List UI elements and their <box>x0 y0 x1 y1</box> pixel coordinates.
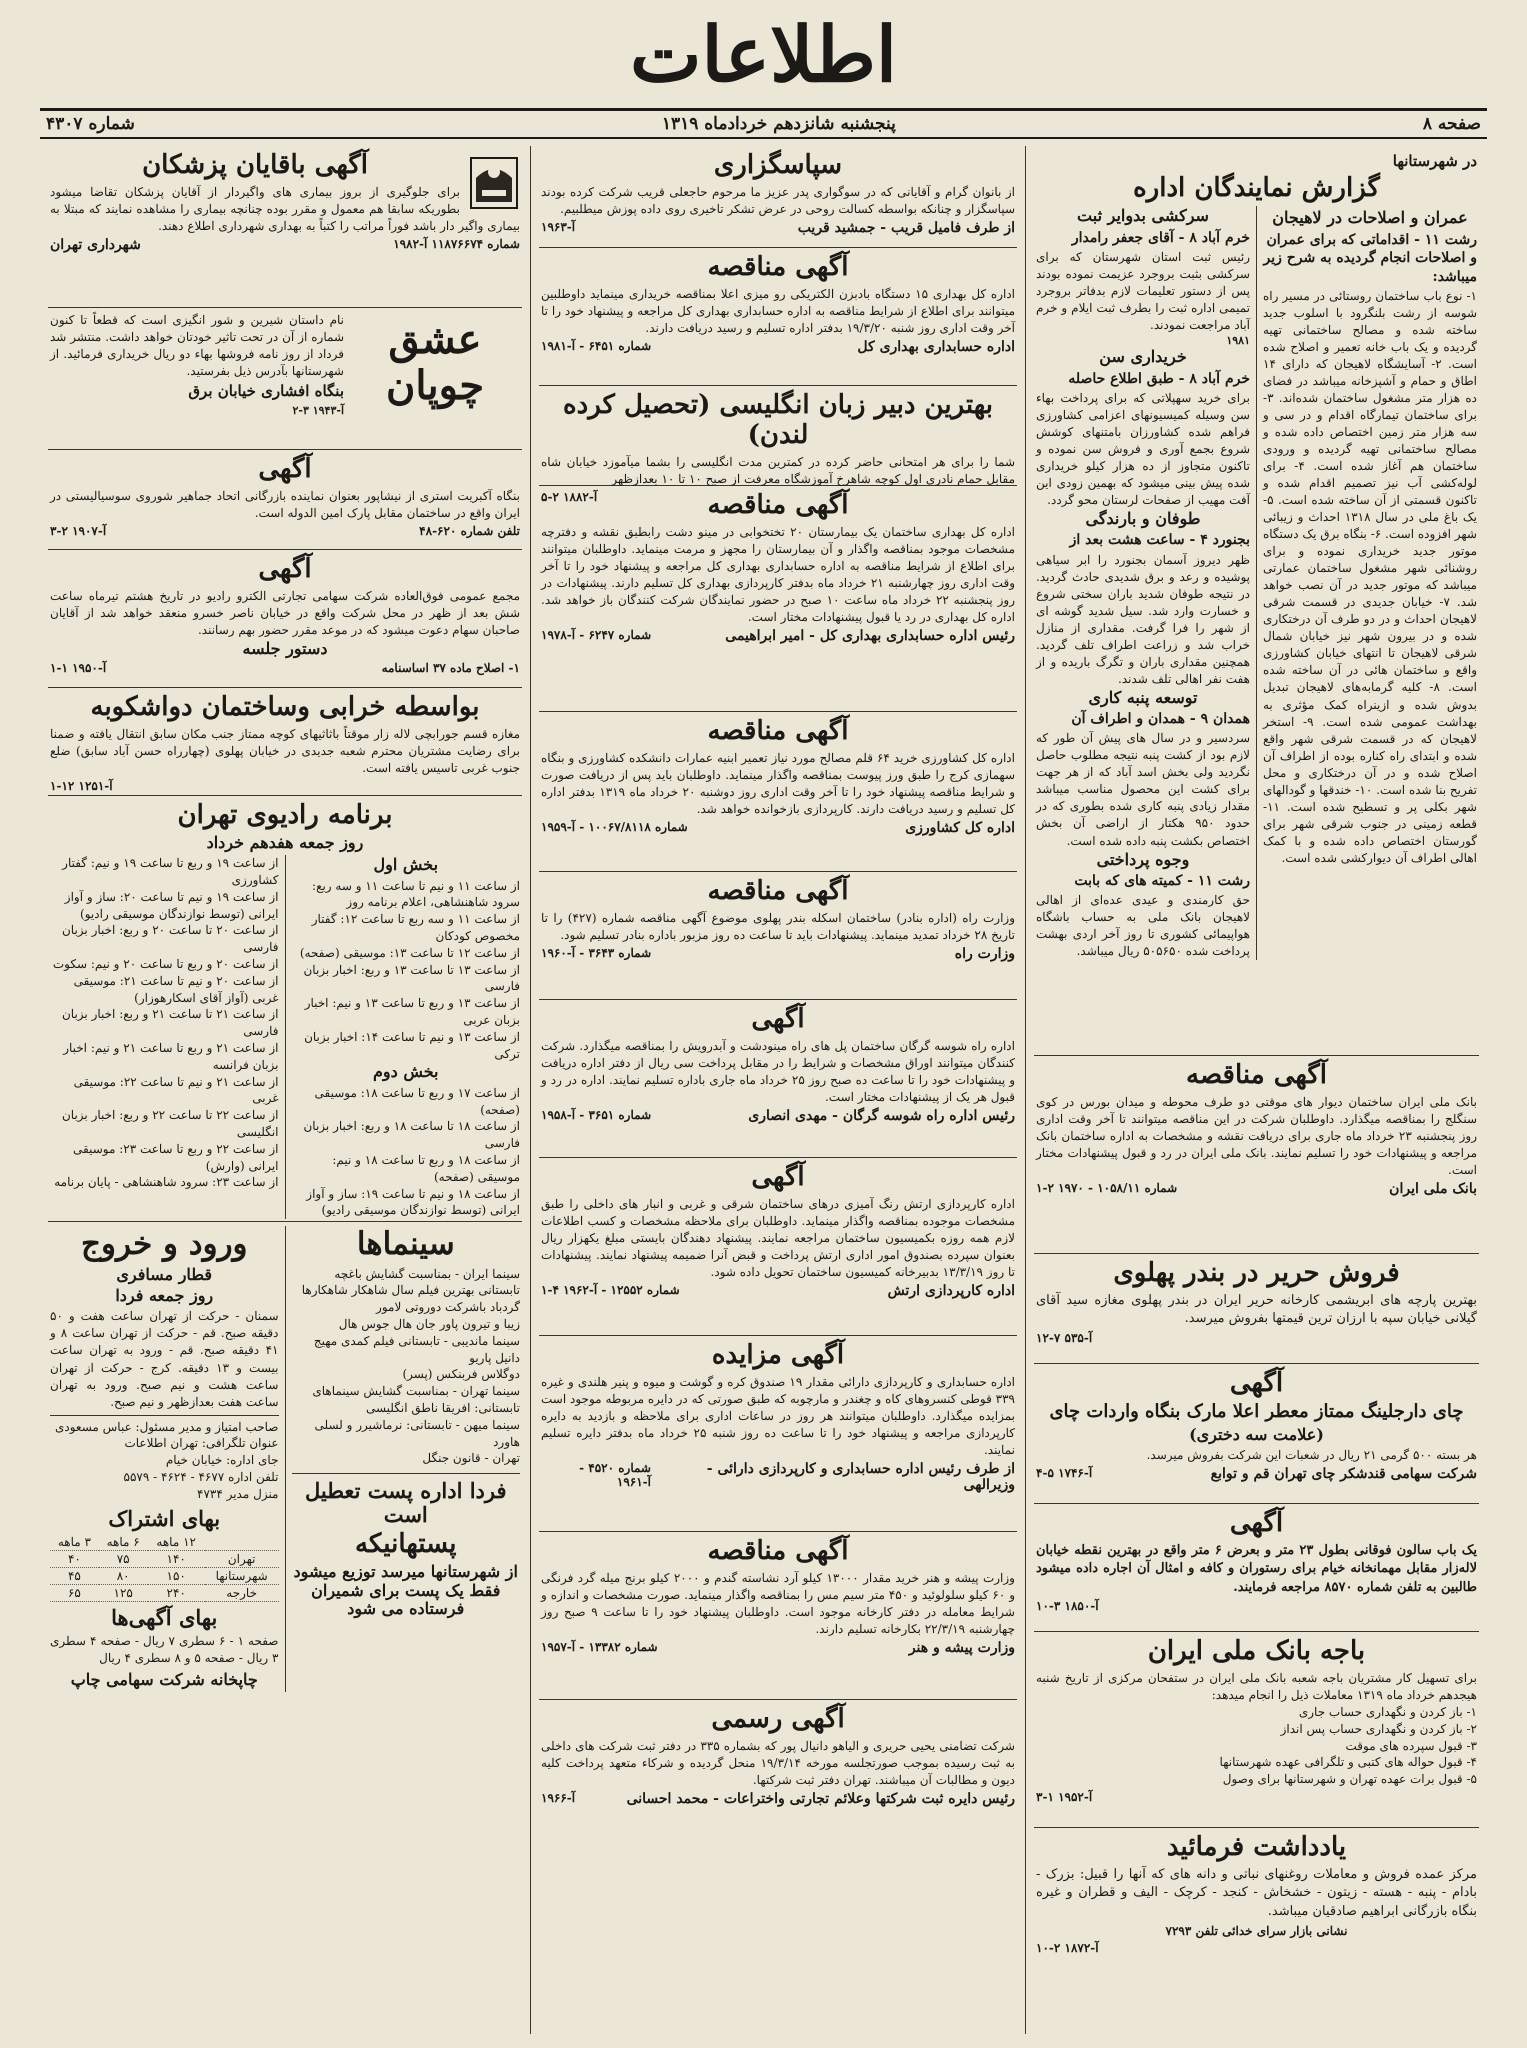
radio-item: از ساعت ۱۳ و ربع تا ساعت ۱۳ و نیم: اخبار بزبان عربی <box>304 996 520 1028</box>
cinema-item: سینما تهران - بمناسبت گشایش سینماهای تابستانی: افریقا ناطق انگلیسی <box>312 1384 520 1416</box>
shepherd-title-box <box>350 312 520 417</box>
shop-ad <box>48 688 522 796</box>
radio-item: از ساعت ۲۰ و نیم تا ساعت ۲۱: موسیقی غربی (آواز آقای اسکارهوزار) <box>73 973 279 1005</box>
imprint <box>50 1415 279 1503</box>
cinema-title: سینماها <box>356 1226 455 1262</box>
issue-number: شماره ۴۳۰۷ <box>46 114 135 134</box>
tender-crafts-body: وزارت پیشه و هنر خرید مقدار ۱۳۰۰۰ کیلو آرد نشاسته گندم و ۲۰۰۰ کیلو برنج میله گرد فرنگی و ۶۰ کیلو سلولوئید و ۴۵۰ متر سیم مس را بمناقصه واگذار مینماید. صورت مشخصات و اندازه و شرایط معامله در دفتر کارخانه موجود است. داوطلبان پیشنهاد خود را تا ساعت ۹ صبح روز چهارشنبه ۲۲/۳/۱۹ بکارخانه تسلیم دارند. <box>541 1570 1015 1636</box>
official-title: آگهی رسمی <box>711 1704 845 1734</box>
radio-item: از ساعت ۱۸ و ربع تا ساعت ۱۸ و نیم: موسیقی (صفحه) <box>332 1153 520 1184</box>
report-title: گزارش نمایندگان اداره <box>1133 172 1380 203</box>
registry-code: ۱۹۸۱ <box>1226 334 1250 348</box>
report-main <box>1263 206 1477 960</box>
bank-branch-ad <box>1034 1632 1479 1828</box>
tea-signer: شرکت سهامی قندشکر چای تهران قم و توابع <box>1210 1466 1477 1482</box>
cinema-item: سینما میهن - تابستانی: نرماشیرر و لسلی هاورد <box>314 1417 520 1449</box>
table-row <box>50 1567 279 1584</box>
tea-mark: (علامت سه دختری) <box>1189 1424 1324 1444</box>
registry-sub: خرم آباد ۸ - آقای جعفر رامدار <box>1071 229 1250 246</box>
printer-name: چاپخانه شرکت سهامی چاپ <box>70 1669 258 1689</box>
radio-subtitle: روز جمعه هفدهم خرداد <box>206 832 364 852</box>
tender-crafts-code: شماره ۱۳۳۸۲ - آ-۱۹۵۷ <box>541 1640 658 1655</box>
meeting-code: آ-۱۹۵۰ ۱-۱ <box>50 661 107 676</box>
tender-port-code: شماره ۳۶۴۳ - آ-۱۹۶۰ <box>541 945 652 960</box>
table-row <box>50 1534 279 1551</box>
tender-hospital-signer: رئیس اداره حسابداری بهداری کل - امیر ابراهیمی <box>725 628 1015 645</box>
table-cell: شهرستانها <box>205 1567 279 1584</box>
shop-title: بواسطه خرابی وساختمان دواشکوبه <box>90 692 480 722</box>
newspaper-title: اطلاعات <box>630 9 898 99</box>
meeting-body: مجمع عمومی فوق‌العاده شرکت سهامی تجارتی الکترو رادیو در تاریخ هشتم تیرماه ساعت شش بعد از ظهر در محل شرکت واقع در خیابان ناصر خسرو منعقد خواهد شد از آقایان صاحبان سهام دعوت میشود که در موعد مقرر حضور بهم رسانند. <box>50 588 520 637</box>
tender-fans-code: شماره ۶۴۵۱ - آ-۱۹۸۱ <box>541 338 652 353</box>
tender-agriculture-signer: اداره کل کشاورزی <box>905 820 1015 837</box>
meeting-clause: ۱- اصلاح ماده ۳۷ اساسنامه <box>381 661 520 676</box>
road-title: آگهی <box>751 1004 805 1034</box>
road-signer: رئیس اداره راه شوسه گرگان - مهدی انصاری <box>748 1108 1015 1125</box>
thanks-body: از بانوان گرام و آقایانی که در سوگواری پدر عزیز ما مرحوم حاجعلی قریب شرکت کرده بودند سپاسگزار و چنانکه بواسطه کسالت روحی در عرض تشکر تاخیری روی داده پوزش میطلبیم. <box>541 184 1015 216</box>
auction-ad <box>539 1336 1017 1532</box>
tender-fans-title: آگهی مناقصه <box>707 252 849 282</box>
report-subtitle: عمران و اصلاحات در لاهیجان <box>1272 208 1468 228</box>
radio-title: برنامه رادیوی تهران <box>177 800 393 830</box>
note-title: یادداشت فرمائید <box>1166 1832 1347 1862</box>
storm-sub: بجنورد ۴ - ساعت هشت بعد از <box>1069 532 1250 549</box>
tender-hospital-title: آگهی مناقصه <box>707 490 849 520</box>
bank-branch-item: ۴- قبول حواله های کتبی و تلگرافی عهده شهرستانها <box>1219 1755 1477 1770</box>
post-body: از شهرستانها میرسد توزیع میشود فقط یک پست برای شمیران فرستاده می شود <box>293 1562 518 1619</box>
imprint-owner: صاحب امتیاز و مدیر مسئول: عباس مسعودی <box>54 1419 279 1434</box>
post-title: پستهانیکه <box>354 1529 457 1560</box>
bank-branch-item: ۱- باز کردن و نگهداری حساب جاری <box>1298 1704 1477 1719</box>
table-cell: ۲۴۰ <box>148 1584 205 1601</box>
bank-tender <box>1034 1056 1479 1254</box>
pest-title: خریداری سن <box>1099 347 1187 367</box>
shepherd-code: آ-۱۹۴۳ ۳-۲ <box>292 403 344 417</box>
salon-title: آگهی <box>1229 1508 1284 1538</box>
payment-body: حق کارمندی و عیدی عده‌ای از اهالی لاهیجان بانک ملی به حساب باشگاه هواپیمائی کشوری تا روز آخر اردی بهشت پرداخت شده ۵۰۵۶۵۰ ریال میباشد. <box>1036 893 1250 959</box>
tender-hospital-body: اداره کل بهداری ساختمان یک بیمارستان ۲۰ تختخوابی در مینو دشت رابطبق نقشه و دفترچه مشخصات موجود بمناقصه واگذار و آن بیمارستان را مجهز و مرمت مینماید. داوطلبان میتوانند برای اطلاع از شرایط مناقصه به اداره حسابداری بهداری کل مراجعه و پیشنهاد خود را تا آخر وقت اداری روز چهارشنبه ۲۱ خرداد ماه بدفتر کارپردازی بهداری کل تسلیم دارند. پیشنهادات در روز پنجشنبه ۲۲ خرداد ماه ساعت ۱۰ صبح در حضور نمایندگان شرکت کنندگان باز خواهد شد. اداره کل بهداری در رد یا قبول پیشنهادات مختار است. <box>541 524 1015 625</box>
thanks-title: سپاسگزاری <box>713 150 843 180</box>
shepherd-title: عشق چوپان <box>385 316 485 410</box>
subscription-title: بهای اشتراک <box>108 1505 221 1531</box>
army-code: شماره ۱۲۵۵۲ - آ-۱۹۶۲ ۴-۱ <box>541 1283 680 1298</box>
radio-item: از ساعت ۱۱ و سه ربع تا ساعت ۱۲: گفتار مخصوص کودکان <box>311 912 520 944</box>
radio-item: از ساعت ۱۸ تا ساعت ۱۸ و ربع: اخبار بزبان فارسی <box>303 1119 520 1151</box>
report-side <box>1036 206 1257 960</box>
silk-code: آ-۵۳۵ ۷-۱۲ <box>1036 1330 1093 1345</box>
storm-body: ظهر دیروز آسمان بجنورد را ابر سیاهی پوشیده و رعد و برق شدیدی حادث گردید. در نتیجه طوفان شدید باران سختی شروع و خسارت وارد شد. سیل شدید گوشه ای از شهر را فرا گرفت. مقداری از منازل خراب شد و زراعت اطراف تلف گردید. همچنین مقداری باران و تگرگ باریده و از هفت نفر اهالی تلف شدند. <box>1036 552 1250 686</box>
matches-body: بنگاه آکبریت استری از نیشاپور بعنوان نماینده بازرگانی اتحاد جماهیر شوروی سوسیالیستی در ایران واقع در ساختمان مقابل پارک امین الدوله است. <box>50 488 520 520</box>
radio-item: از ساعت ۱۲ تا ساعت ۱۳: موسیقی (صفحه) <box>299 945 520 960</box>
imprint-location: جای اداره: خیابان خیام <box>165 1453 279 1468</box>
radio-item: از ساعت ۲۲ تا ساعت ۲۲ و ربع: اخبار بزبان انگلیسی <box>61 1108 279 1140</box>
radio-part-two-title: بخش دوم <box>372 1062 439 1082</box>
shepherd-text <box>50 312 344 417</box>
tender-agriculture-title: آگهی مناقصه <box>707 716 849 746</box>
tender-agriculture-body: اداره کل کشاورزی خرید ۶۴ قلم مصالح مورد نیاز تعمیر ابنیه عمارات دانشکده کشاورزی و بنگاه سهمازی کرج را طبق ورز پیوست بمناقصه واگذار مینماید. داوطلبان باید پس از دریافت صورت و شرایط مناقصه پیشنهاد خود را تا آخر وقت اداری روز دوشنبه ۲۰ خرداد ماه ۱۳۱۹ بدفتر اداره کل تسلیم و رسید دریافت دارند. کارپردازی بازخوانده خواهد شد. <box>541 750 1016 816</box>
physicians-signer: شهرداری تهران <box>50 236 141 253</box>
cotton-title: توسعه پنبه کاری <box>1088 687 1198 707</box>
bottom-left-section <box>48 1222 522 1697</box>
arrivals-sub2: روز جمعه فردا <box>115 1286 214 1306</box>
salon-body: یک باب سالون فوقانی بطول ۲۳ متر و بعرض ۶ متر واقع در بهترین نقطه خیابان لاله‌زار مقابل مهمانخانه خیام برای رستوران و کافه و امثال آن اجاره داده میشود طالبین به تلفن شماره ۸۵۷۰ مراجعه فرمایند. <box>1036 1542 1477 1595</box>
english-code: آ-۱۸۸۲ ۲-۵ <box>541 489 598 504</box>
tender-hospital <box>539 486 1017 712</box>
imprint-home: منزل مدیر ۴۷۳۴ <box>197 1486 279 1501</box>
radio-evening <box>50 855 286 1219</box>
table-cell: ۳ ماهه <box>50 1534 99 1551</box>
physicians-ad <box>48 146 522 308</box>
tea-brand: چای دارجلینگ ممتاز معطر اعلا مارک بنگاه واردات چای <box>1049 1400 1464 1422</box>
auction-body: اداره حسابداری و کارپردازی دارائی مقدار ۱۹ صندوق کره و گوشت و میوه و پنیر هلندی و غیره ۳۳۹ قوطی کنسروهای کاه و چغندر و مارچوبه که طبق صورتی که در دایره مربوطه موجود است بمزایده میگذارد. داوطلبان میتوانند هر روز در ساعات اداری برای ملاحظه و بازدید به دایره کارپردازی مراجعه و پیشنهاد خود را تا ساعت ده روز شنبه ۲۵ خرداد ماه بدفتر دایره تسلیم نمایند. <box>541 1374 1016 1458</box>
arrivals-box <box>50 1226 286 1692</box>
radio-item: از ساعت ۱۹ و نیم تا ساعت ۲۰: ساز و آواز ایرانی (توسط نوازندگان موسیقی رادیو) <box>64 889 279 921</box>
tender-port-signer: وزارت راه <box>954 945 1015 962</box>
salon-code: آ-۱۸۵۰ ۳-۱۰ <box>1036 1599 1099 1614</box>
official-body: شرکت تضامنی یحیی حریری و الیاهو دانیال پور که بشماره ۳۳۵ در دفتر ثبت شرکت های داخلی به ثبت رسیده بموجب صورتجلسه مورخه ۱۹/۳/۱۴ منحل گردیده و شرکاء متعهد پرداخت کلیه دیون و مطالبات آن میباشند. تهران دفتر ثبت شرکتها. <box>541 1738 1015 1787</box>
matches-code: آ-۱۹۰۷ ۲-۳ <box>50 523 107 538</box>
post-closed-title: فردا اداره پست تعطیل است <box>304 1478 507 1528</box>
cotton-body: سردسیر و در سال های پیش آن طور که لازم بود از کشت پنبه نتیجه مطلوب حاصل نگردید ولی بخش اسد آباد که از هر جهت برای کشت این محصول مناسب میباشد مقدار زیادی پنبه کاری شده بطوری که در حدود ۹۵۰ هکتار از اراضی آن بخش اختصاص بکشت پنبه داده شده است. <box>1036 731 1250 848</box>
cinema-item: تهران - قانون جنگل <box>422 1451 520 1466</box>
salon-ad <box>1034 1504 1479 1632</box>
note-code: آ-۱۸۷۲ ۲-۱۰ <box>1036 1941 1099 1956</box>
provinces-section <box>1034 146 1479 1056</box>
tender-port <box>539 872 1017 1000</box>
shepherd-address: بنگاه افشاری خیابان برق <box>188 382 344 401</box>
pest-body: برای خرید سهپلاتی که برای پرداخت بهاء سن وسیله کمیسیونهای اعزامی کشاورزی فراهم شده کشاورزان بامتنهای کوشش شروع بجمع آوری و فروش سن نموده و تاکنون متجاوز از ده هزار کیلو خریداری شده پیش بینی میشود که بهمین زودی این آفت مهیب از صفحات لرستان محو گردد. <box>1036 390 1250 507</box>
tea-ad <box>1034 1364 1479 1504</box>
matches-title: آگهی <box>258 454 312 484</box>
payment-sub: رشت ۱۱ - کمیته های که بابت <box>1074 872 1250 889</box>
radio-item: از ساعت ۲۱ و ربع تا ساعت ۲۱ و نیم: اخبار بزبان فرانسه <box>63 1041 279 1072</box>
ad-rates-title: بهای آگهی‌ها <box>111 1604 218 1630</box>
bank-branch-item: ۳- قبول سپرده های موقت <box>1345 1738 1477 1753</box>
meeting-agenda: دستور جلسه <box>242 638 328 658</box>
physicians-title: آگهی باقایان پزشکان <box>142 150 368 180</box>
table-cell <box>205 1534 279 1551</box>
section-label: در شهرستانها <box>1392 152 1477 170</box>
page-number: صفحه ۸ <box>1422 114 1481 134</box>
tender-crafts-signer: وزارت پیشه و هنر <box>908 1640 1015 1657</box>
right-column <box>1025 146 1487 2034</box>
radio-item: از ساعت ۲۱ تا ساعت ۲۱ و ربع: اخبار بزبان فارسی <box>61 1007 279 1039</box>
payment-title: وجوه پرداختی <box>1096 849 1190 869</box>
bank-tender-title: آگهی مناقصه <box>1186 1060 1327 1090</box>
bank-branch-code: آ-۱۹۵۲ ۱-۳ <box>1036 1789 1093 1804</box>
columns <box>40 146 1487 2034</box>
note-address: نشانی بازار سرای خدائی تلفن ۷۲۹۳ <box>1165 1924 1348 1939</box>
tender-crafts-title: آگهی مناقصه <box>707 1536 849 1566</box>
official-code: آ-۱۹۶۶ <box>541 1790 576 1805</box>
imprint-telegraph: عنوان تلگرافی: تهران اطلاعات <box>124 1436 279 1451</box>
imprint-phone: تلفن اداره ۴۶۷۷ - ۴۶۲۴ - ۵۵۷۹ <box>123 1470 279 1484</box>
table-cell: ۱۵۰ <box>148 1567 205 1584</box>
bank-branch-title: باجه بانک ملی ایران <box>1147 1636 1366 1666</box>
cinema-item: دوگلاس فربنکس (پسر) <box>402 1367 520 1382</box>
road-body: اداره راه شوسه گرگان ساختمان پل های راه مینودشت و آبدرویش را بمناقصه میگذارد. شرکت کنندگان میتوانند اوراق مشخصات و شرایط را در مقابل پرداخت سی ریال از دفتر اداره دریافت و پیشنهادات خود را تا ساعت ده صبح روز ۲۵ خرداد ماه جاری باداره تسلیم نمایند. اداره در رد و قبول هر یک از پیشنهادات مختار است. <box>541 1038 1015 1104</box>
thanks-signer: از طرف فامیل قریب - جمشید قریب <box>797 219 1015 236</box>
tender-agriculture-code: شماره ۱۰۰۶۷/۸۱۱۸ - آ-۱۹۵۹ <box>541 820 688 835</box>
meeting-title: آگهی <box>258 554 312 584</box>
table-cell: ۸۰ <box>99 1567 148 1584</box>
tender-port-title: آگهی مناقصه <box>707 876 849 906</box>
auction-title: آگهی مزایده <box>711 1340 845 1370</box>
cotton-sub: همدان ۹ - همدان و اطراف آن <box>1071 711 1250 728</box>
tender-agriculture <box>539 712 1017 872</box>
note-ad <box>1034 1828 1479 1960</box>
table-cell: تهران <box>205 1550 279 1567</box>
table-cell: ۱۲۵ <box>99 1584 148 1601</box>
official-signer: رئیس دایره ثبت شرکتها وعلائم تجارتی واختراعات - محمد احسانی <box>626 1790 1015 1807</box>
table-cell: خارجه <box>205 1584 279 1601</box>
registry-title: سرکشی بدوایر ثبت <box>1077 206 1209 226</box>
tender-crafts <box>539 1532 1017 1700</box>
radio-item: از ساعت ۱۸ و نیم تا ساعت ۱۹: ساز و آواز ایرانی (توسط نوازندگان موسیقی رادیو) <box>306 1186 520 1218</box>
thanks-ad <box>539 146 1017 248</box>
bank-branch-item: ۲- باز کردن و نگهداری حساب پس انداز <box>1280 1721 1477 1736</box>
table-cell: ۱۲ ماهه <box>148 1534 205 1551</box>
tea-body: هر بسته ۵۰۰ گرمی ۲۱ ریال در شعبات این شرکت بفروش میرسد. <box>1146 1447 1477 1462</box>
table-row <box>50 1584 279 1601</box>
army-body: اداره کارپردازی ارتش رنگ آمیزی درهای ساختمان شرقی و غربی و انبار های داخلی را طبق مشخصات موجوده بمناقصه واگذار مینماید. داوطلبان برای ملاحظه مشخصات و کسب اطلاعات لازم همه روزه بکمیسیون ساختمان مراجعه نمایند. پیشنهاد دهندگان بایستی مبلغ یکهزار ریال بعنوان سپرده بصندوق امور اداری ارتش پرداخت و قبض آنرا ضمیمه پیشنهاد نمایند. پیشنهادات تا روز ۱۳/۳/۱۹ بدبیرخانه کمیسیون ساختمان تحویل داده شود. <box>541 1196 1015 1280</box>
radio-part-one-title: بخش اول <box>373 855 439 875</box>
table-row <box>50 1550 279 1567</box>
report-lead: رشت ۱۱ - اقداماتی که برای عمران و اصلاحات انجام گردیده به شرح زیر میباشد: <box>1263 232 1477 285</box>
english-body: شما را برای هر امتحانی حاضر کرده در کمترین مدت انگلیسی را بشما میآموزد خیابان شاه مقابل حمام نادری اول کوچه شاهرخ آموزشگاه معرفت از صبح ۱۰ تا ۱۰ بعدازظهر <box>541 454 1015 486</box>
arrivals-body: سمنان - حرکت از تهران ساعت هفت و ۵۰ دقیقه صبح. قم - حرکت از تهران ساعت ۸ و ۴۱ دقیقه صبح. قم - ورود به تهران ساعت بیست و ۱۳ دقیقه. کرج - حرکت از تهران ساعت هشت و نیم صبح. ورود به تهران ساعت هفت بعدازظهر و نیم صبح. <box>50 1309 279 1409</box>
dateline <box>40 108 1487 139</box>
shop-code: آ-۱۲۵۱ ۱۲-۱ <box>50 778 113 793</box>
arrivals-title: ورود و خروج <box>80 1226 248 1262</box>
radio-part-one <box>292 855 521 1219</box>
radio-item: از ساعت ۱۷ و ربع تا ساعت ۱۸: موسیقی (صفحه) <box>314 1085 520 1117</box>
english-title: بهترین دبیر زبان انگلیسی (تحصیل کرده لندن) <box>563 390 993 450</box>
road-ad <box>539 1000 1017 1158</box>
bank-branch-item: ۵- قبول برات عهده تهران و شهرستانها برای وصول <box>1222 1772 1477 1787</box>
shepherd-body: نام داستان شیرین و شور انگیزی است که قطعاً تا کنون شماره از آن در تحت تاثیر خودتان خواهد داشت. منتشر شد فرداد از روز نامه فروشها بهاء دو ریال خریداری فرمائید. از شهرستانها بآدرس ذیل بفرستید. <box>50 313 344 379</box>
table-cell: ۴۵ <box>50 1567 99 1584</box>
middle-column <box>530 146 1025 2034</box>
bank-tender-body: بانک ملی ایران ساختمان دیوار های موقتی دو طرف محوطه و میدان بورس در کوی سنگلج را بمناقصه میگذارد. داوطلبان شرکت در این مناقصه میتوانند تا آخر وقت اداری روز پنجشنبه ۲۳ خرداد ماه جاری برای دریافت نقشه و مشخصات به اداره ساختمان بانک مراجعه و پیشنهادات خود را تسلیم نمایند. بانک ملی ایران در رد و قبول پیشنهادات مختار است. <box>1036 1094 1477 1178</box>
tea-code: آ-۱۷۴۶ ۵-۴ <box>1036 1466 1093 1480</box>
report-body: ۱- نوع باب ساختمان روستائی در مسیر راه شوسه از رشت بلنگرود با اسلوب جدید ساخته شده و مصالح ساختمانی تهیه گردیده و یک باب خانه تعمیر و اصلاح شده است. ۲- آسایشگاه لاهیجان که دارای ۱۴ اطاق و حمام و آشپزخانه میباشد در فضای ده هزار متر مشغول ساختمان شده‌اند. ۳- برای ساختمان تیمارگاه اقدام و در سی و سه هزار متر زمین اختصاص داده شده و مصالح ساختمانی تهیه گردیده و ورودی ساختمان هم آغاز شده است. ۴- برای لوله‌کشی آب نیز تصمیم اقدام شده و تاکنون قسمتی از آن ساخته شده است. ۵- یک باغ ملی در سال ۱۳۱۸ احداث و زیبائی شهر افزوده است. ۶- بنگاه برق یک دستگاه موتور جدید خریداری نموده و برای روشنائی شهر مشغول ساختمان عمارتی میباشد که موتور جدید در آن نصب خواهد شد. ۷- خیابان جدیدی در قسمت شرقی لاهیجان احداث و در دو طرف آن درختکاری شده و در بیرون شهر نیز خیابان شمال شرقی لاهیجان تا انتهای خیابان کشاورزی واقع و ساختمان هائی در آن ساخته شده است. ۸- کلیه گرمابه‌های لاهیجان تبدیل بدوش شده و ازینراه کمک مؤثری به بهداشت عمومی شده است. ۹- استخر لاهیجان که در قسمت شرقی شهر واقع شده و ابتدای راه کناره بوده از اطراف آن اصلاح شده و در آن درختکاری و محل تفریح بنا شده است. ۱۰- خندقها و گودالهای شهر بکلی پر و تسطیح شده است. ۱۱- قطعه زمینی در جنوب شرقی شهر برای گورستان اختصاص داده شده و با کمک اهالی اطراف آن دیوارکشی شده است. <box>1262 288 1478 865</box>
subscription-table <box>50 1534 279 1602</box>
cinema-box <box>292 1226 521 1692</box>
ad-rates-body: صفحه ۱ - ۶ سطری ۷ ریال - صفحه ۴ سطری ۳ ریال - صفحه ۵ و ۸ سطری ۴ ریال <box>50 1633 279 1665</box>
arrivals-sub: قطار مسافری <box>116 1264 213 1284</box>
english-teacher-ad <box>539 386 1017 504</box>
auction-signer: از طرف رئیس اداره حسابداری و کارپردازی دارائی - وزیرالهی <box>706 1461 1015 1494</box>
thanks-code: آ-۱۹۶۳ <box>541 219 576 234</box>
note-body: مرکز عمده فروش و معاملات روغنهای نباتی و دانه های که آنها را قبیل: بزرک - بادام - پنبه - هسته - زیتون - خشخاش - کنجد - کرچک - الیف و قطران و غیره بنگاه بازرگانی ابراهیم صادقیان میباشد. <box>1036 1866 1477 1919</box>
radio-item: از ساعت ۲۰ تا ساعت ۲۰ و ربع: اخبار بزبان فارسی <box>61 923 279 955</box>
shepherd-ad <box>48 308 522 450</box>
tender-fans <box>539 248 1017 386</box>
tender-fans-signer: اداره حسابداری بهداری کل <box>857 338 1015 355</box>
bank-tender-signer: بانک ملی ایران <box>1389 1181 1477 1198</box>
radio-program <box>48 796 522 1222</box>
auction-code: شماره ۴۵۲۰ - آ-۱۹۶۱ <box>579 1461 651 1490</box>
table-cell: ۱۴۰ <box>148 1550 205 1567</box>
tender-hospital-code: شماره ۶۲۴۷ - آ-۱۹۷۸ <box>541 628 652 643</box>
pest-sub: خرم آباد ۸ - طبق اطلاع حاصله <box>1068 370 1250 387</box>
table-cell: ۷۵ <box>99 1550 148 1567</box>
silk-title: فروش حریر در بندر پهلوی <box>1113 1258 1400 1288</box>
masthead <box>40 0 1487 108</box>
registry-body: رئیس ثبت استان شهرستان که برای سرکشی بثبت بروجرد عزیمت نموده بودند پس از دستور تعلیمات لازم بدفاتر بروجرد تمیمی اداره ثبت را بطرف ثبت ایلام و خرم آباد مراجعت نمودند. <box>1036 249 1250 333</box>
cinema-item: سینما ایران - بمناسبت گشایش باغچه تابستانی بهترین فیلم سال شاهکار شاهکارها گردباد باشرکت دوروتی لامور <box>301 1266 520 1315</box>
issue-date: پنجشنبه شانزدهم خردادماه ۱۳۱۹ <box>661 114 896 134</box>
radio-item: از ساعت ۱۱ و نیم تا ساعت ۱۱ و سه ربع: سرود شاهنشاهی، اعلام برنامه روز <box>312 878 520 910</box>
lion-sun-emblem-icon <box>468 150 520 212</box>
cinema-item: زیبا و تیرون پاور جان هال جوس هال <box>338 1317 520 1332</box>
table-cell: ۴۰ <box>50 1550 99 1567</box>
army-ad <box>539 1158 1017 1336</box>
radio-item: از ساعت ۱۹ و ربع تا ساعت ۱۹ و نیم: گفتار کشاورزی <box>62 856 279 888</box>
left-column <box>40 146 530 2034</box>
silk-body: بهترین پارچه های ابریشمی کارخانه حریر ایران در بندر پهلوی مغازه سید آقای گیلانی خیابان سپه با ارزان ترین قیمتها بفروش میرسد. <box>1036 1292 1477 1327</box>
radio-item: از ساعت ۱۳ تا ساعت ۱۳ و ربع: اخبار بزبان فارسی <box>303 962 520 994</box>
radio-item: از ساعت ۲۰ و ربع تا ساعت ۲۰ و نیم: سکوت <box>52 957 279 972</box>
army-signer: اداره کارپردازی ارتش <box>887 1283 1015 1300</box>
road-code: شماره ۳۶۵۱ - آ-۱۹۵۸ <box>541 1108 652 1123</box>
army-title: آگهی <box>751 1162 805 1192</box>
bank-branch-body: برای تسهیل کار مشتریان باجه شعبه بانک ملی ایران در ستفحان مرکزی از تاریخ شنبه هیجدهم خرداد ماه ۱۳۱۹ معاملات ذیل را انجام میدهد: <box>1036 1670 1477 1702</box>
matches-ad <box>48 450 522 550</box>
radio-item: از ساعت ۱۳ و نیم تا ساعت ۱۴: اخبار بزبان ترکی <box>304 1029 520 1061</box>
matches-phone: تلفن شماره ۶۲۰-۴۸ <box>419 523 520 538</box>
silk-ad <box>1034 1254 1479 1364</box>
bank-tender-code: شماره ۱۰۵۸/۱۱ - ۱۹۷۰ ۲-۱ <box>1036 1181 1178 1196</box>
radio-item: از ساعت ۲۱ و نیم تا ساعت ۲۲: موسیقی غربی <box>73 1074 279 1106</box>
cinema-item: سینما ماندیبی - تابستانی فیلم کمدی مهیج دانیل پاریو <box>313 1333 520 1365</box>
tender-port-body: وزارت راه (اداره بنادر) ساختمان اسکله بندر پهلوی موضوع آگهی مناقصه شماره (۴۲۷) را تا تاریخ ۲۸ خرداد تمدید مینماید. پیشنهادات باید تا ساعت ده روز مزبور باداره بنادر تسلیم شود. <box>541 910 1016 942</box>
table-cell: ۶ ماهه <box>99 1534 148 1551</box>
meeting-ad <box>48 550 522 688</box>
physicians-body: برای جلوگیری از بروز بیماری های واگیردار از آقایان پزشکان تقاضا میشود بطوریکه سابقا هم معمول و مقرر بوده چنانچه بیماری را مشاهده نمایند که مبتلا به بیماری واگیر دار باشد فوراً مراتب را کتباً به بهداری شهرداری اطلاع دهند. <box>50 184 520 233</box>
table-cell: ۶۵ <box>50 1584 99 1601</box>
tea-title: آگهی <box>1229 1368 1284 1398</box>
tender-fans-body: اداره کل بهداری ۱۵ دستگاه بادبزن الکتریکی رو میزی اعلا بمناقصه خریداری مینماید داوطلبین میتوانند برای اطلاع از شرایط مناقصه به اداره حسابداری بهداری کل مراجعه و پیشنهاد خود را تا آخر وقت اداری روز شنبه ۱۹/۳/۲۰ بدفتر اداره تسلیم و رسید دریافت دارند. <box>541 286 1016 335</box>
shop-body: مغازه قسم جورابچی لاله زار موقتاً باثاثیهای کوچه ممتاز جنب مکان سابق انتقال یافته و ضمنا برای رضایت مشتریان محترم شعبه جدیدی در خیابان پهلوی (چهارراه حسن آباد سابق) ضلع جنوب غربی تاسیس یافته است. <box>50 726 520 775</box>
storm-title: طوفان و بارندگی <box>1085 508 1201 528</box>
physicians-code: شماره ۱۱۸۷۶۶۷۴ آ-۱۹۸۲ <box>393 236 520 251</box>
official-ad <box>539 1700 1017 1812</box>
radio-item: از ساعت ۲۳: سرود شاهنشاهی - پایان برنامه <box>54 1175 279 1190</box>
radio-item: از ساعت ۲۲ و ربع تا ساعت ۲۳: موسیقی ایرانی (وارش) <box>73 1141 279 1173</box>
